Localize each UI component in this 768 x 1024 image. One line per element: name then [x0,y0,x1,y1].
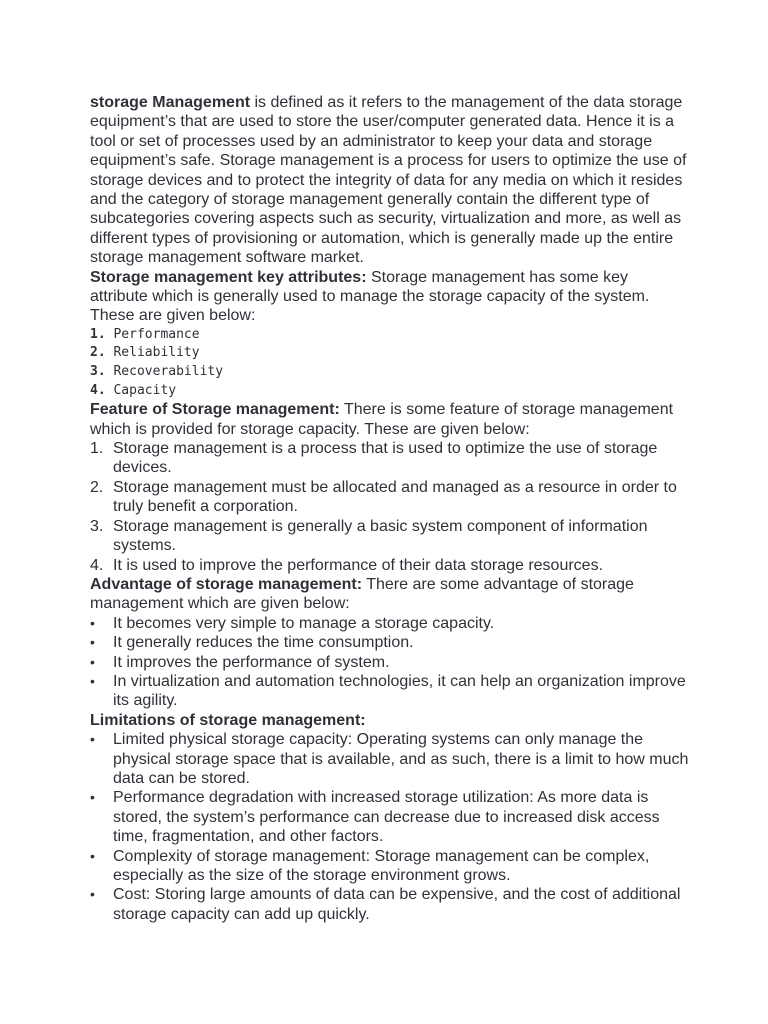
list-item: • It generally reduces the time consumption. [90,634,414,652]
bullet-icon: • [90,886,95,903]
bullet-icon: • [90,847,95,864]
list-item: 4. It is used to improve the performance of their data storage resources. [90,556,604,574]
list-item: • It becomes very simple to manage a storage capacity. [90,614,495,632]
bullet-icon: • [90,634,95,651]
attributes-list [90,326,690,400]
bullet-icon: • [90,614,95,631]
advantages-heading: Advantage of storage management: [90,575,363,593]
advantages-list [90,614,690,711]
attributes-paragraph [90,268,690,326]
list-item: 3. Recoverability [90,364,224,380]
attributes-text: Storage management has some key attribute which is generally used to manage the storage capacity of the system. These are given below: [90,268,650,325]
list-item: • In virtualization and automation technologies, it can help an organization improve its agility. [90,672,686,710]
list-item: • It improves the performance of system. [90,653,390,671]
list-item: 1. Performance [90,326,200,342]
features-heading: Feature of Storage management: [90,401,340,419]
intro-text: is defined as it refers to the management of the data storage equipment’s that are used to store the user/computer generated data. Hence it is a tool or set of processes used by an administrator to keep your data and storage equipment’s safe. Storage management is a process for users to optimize the use of storage devices and to protect the integrity of data for any media on which it resides and the category of storage management generally contain the different type of subcategories covering aspects such as security, virtualization and more, as well as different types of provisioning or automation, which is generally made up the entire storage management software market. [90,94,687,267]
list-item: • Limited physical storage capacity: Operating systems can only manage the physical storage space that is available, and as such, there is a limit to how much data can be stored. [90,731,689,787]
list-item: 2. Reliability [90,345,200,361]
document-page [90,93,690,924]
list-item: 2. Storage management must be allocated and managed as a resource in order to truly benefit a corporation. [90,478,677,516]
bullet-icon: • [90,653,95,670]
advantages-text: There are some advantage of storage management which are given below: [90,575,634,613]
list-item: 3. Storage management is generally a basic system component of information systems. [90,517,648,555]
attributes-heading: Storage management key attributes: [90,268,367,286]
list-item: • Performance degradation with increased storage utilization: As more data is stored, the system’s performance can decrease due to increased disk access time, fragmentation, and other factors. [90,789,660,846]
list-item: 4. Capacity [90,382,177,398]
features-text: There is some feature of storage management which is provided for storage capacity. These are given below: [90,401,674,438]
features-list [90,439,690,575]
bullet-icon: • [90,672,95,689]
bullet-icon: • [90,789,95,806]
limitations-list [90,730,690,924]
bullet-icon: • [90,731,95,748]
limitations-heading: Limitations of storage management: [90,711,366,729]
features-paragraph [90,400,690,439]
limitations-paragraph [90,711,690,730]
advantages-paragraph [90,575,690,614]
list-item: • Cost: Storing large amounts of data can be expensive, and the cost of additional storage capacity can add up quickly. [90,886,681,923]
intro-paragraph [90,93,690,268]
list-item: • Complexity of storage management: Storage management can be complex, especially as the size of the storage environment grows. [90,847,650,884]
list-item: 1. Storage management is a process that is used to optimize the use of storage devices. [90,440,658,477]
intro-term: storage Management [90,94,251,111]
